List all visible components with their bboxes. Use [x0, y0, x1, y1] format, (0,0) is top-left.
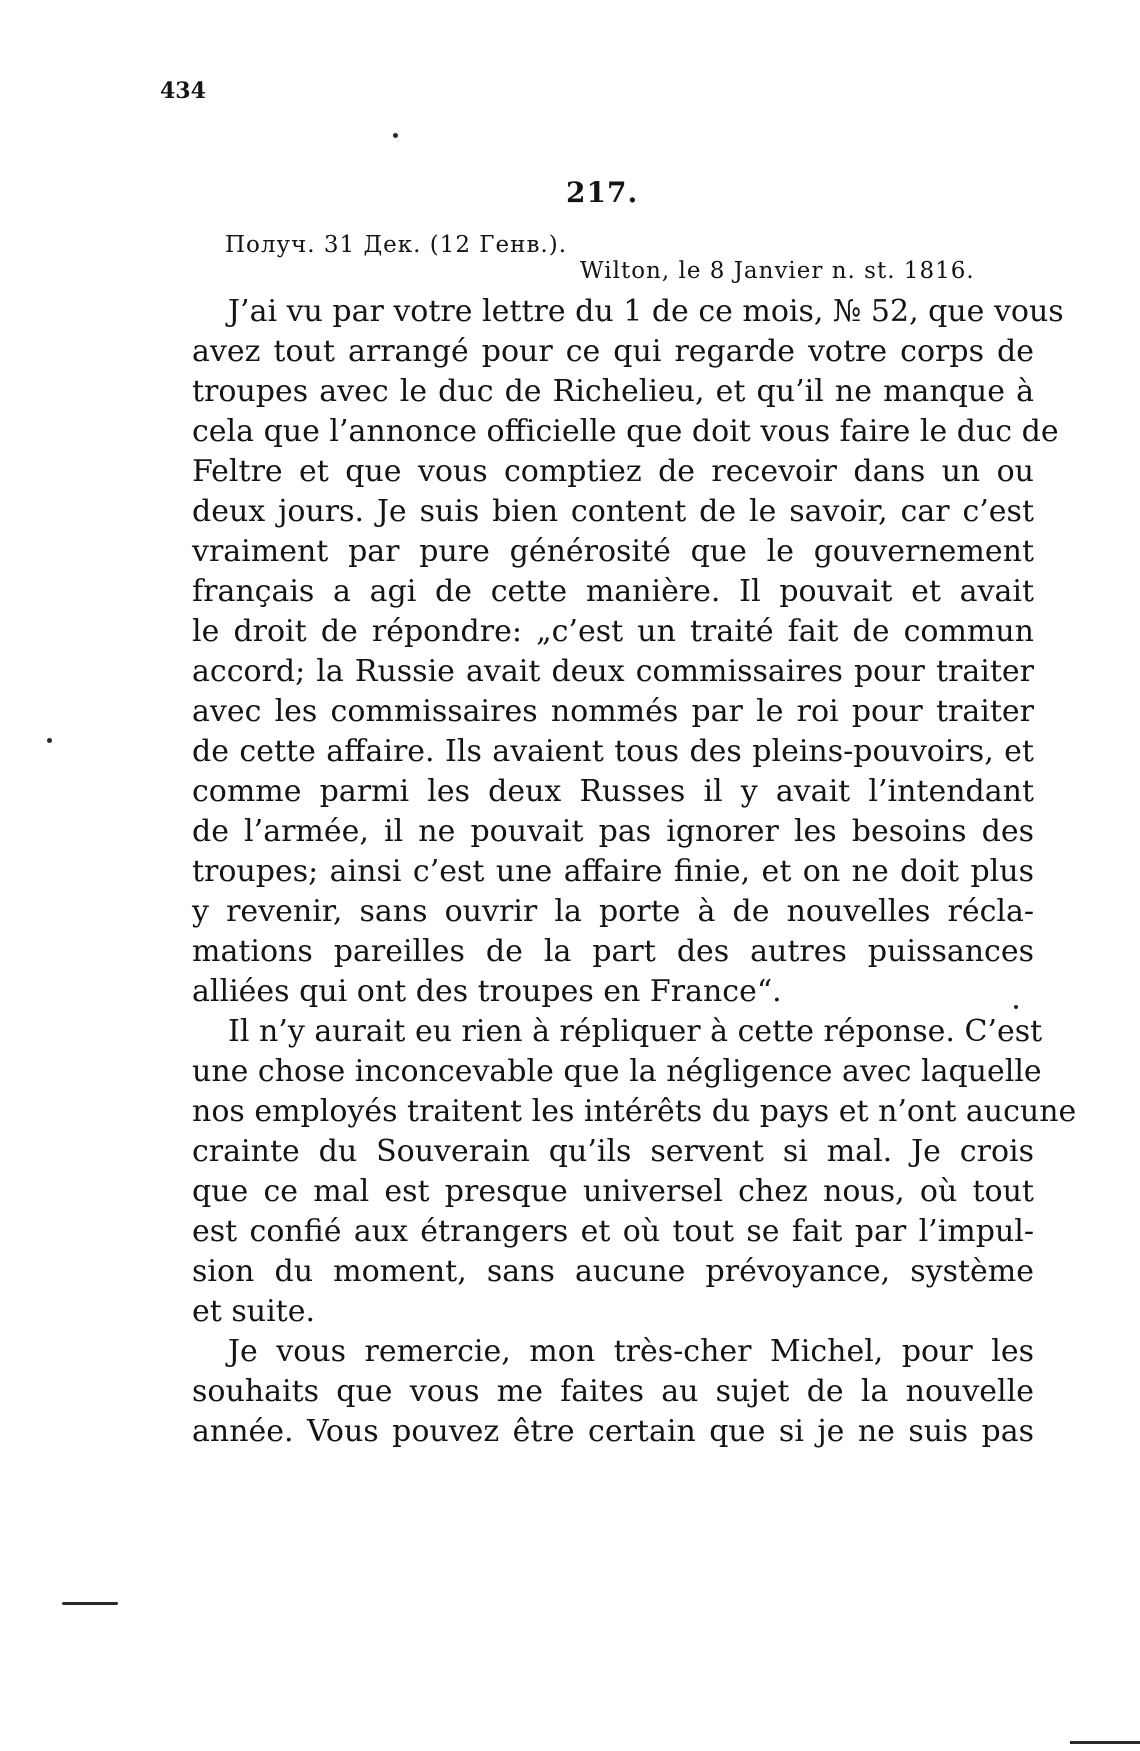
- paragraph-1: [192, 292, 1064, 1012]
- text-line: sion du moment, sans aucune prévoyance, système: [192, 1254, 1034, 1289]
- text-line: y revenir, sans ouvrir la porte à de nouvelles récla-: [192, 894, 1034, 929]
- text-line: et suite.: [192, 1294, 316, 1329]
- text-line: mations pareilles de la part des autres puissances: [192, 934, 1034, 969]
- text-line: accord; la Russie avait deux commissaires pour traiter: [192, 654, 1034, 689]
- text-line: cela que l’annonce officielle que doit vous faire le duc de: [192, 414, 1059, 449]
- text-line: Il n’y aurait eu rien à répliquer à cette réponse. C’est: [228, 1014, 1043, 1049]
- text-line: comme parmi les deux Russes il y avait l’intendant: [192, 774, 1034, 809]
- received-note: Получ. 31 Дек. (12 Генв.).: [225, 232, 568, 258]
- text-line: français a agi de cette manière. Il pouvait et avait: [192, 574, 1034, 609]
- text-line: que ce mal est presque universel chez nous, où tout: [192, 1174, 1034, 1209]
- text-line: vraiment par pure générosité que le gouvernement: [192, 534, 1034, 569]
- scan-speck: [47, 738, 52, 743]
- text-line: le droit de répondre: „c’est un traité fait de commun: [192, 614, 1034, 649]
- paragraph-3: [192, 1332, 1034, 1452]
- place-date: Wilton, le 8 Janvier n. st. 1816.: [580, 258, 975, 284]
- scan-speck: [393, 133, 398, 138]
- text-line: est confié aux étrangers et où tout se fait par l’impul-: [192, 1214, 1034, 1249]
- text-line: de cette affaire. Ils avaient tous des pleins-pouvoirs, et: [192, 734, 1034, 769]
- scan-artifact: [62, 1602, 118, 1605]
- text-line: avec les commissaires nommés par le roi pour traiter: [192, 694, 1034, 729]
- letter-number: 217.: [566, 176, 639, 209]
- text-line: crainte du Souverain qu’ils servent si mal. Je crois: [192, 1134, 1034, 1169]
- text-line: année. Vous pouvez être certain que si je ne suis pas: [192, 1414, 1034, 1449]
- text-line: Feltre et que vous comptiez de recevoir dans un ou: [192, 454, 1034, 489]
- text-line: avez tout arrangé pour ce qui regarde votre corps de: [192, 334, 1034, 369]
- text-line: de l’armée, il ne pouvait pas ignorer les besoins des: [192, 814, 1034, 849]
- text-line: deux jours. Je suis bien content de le savoir, car c’est: [192, 494, 1034, 529]
- text-line: Je vous remercie, mon très-cher Michel, pour les: [228, 1334, 1034, 1369]
- text-line: souhaits que vous me faites au sujet de la nouvelle: [192, 1374, 1034, 1409]
- scan-edge-line: [1070, 1741, 1140, 1744]
- scan-speck: [1014, 1005, 1018, 1009]
- text-line: troupes; ainsi c’est une affaire finie, et on ne doit plus: [192, 854, 1034, 889]
- text-line: J’ai vu par votre lettre du 1 de ce mois, № 52, que vous: [228, 294, 1064, 329]
- text-line: nos employés traitent les intérêts du pays et n’ont aucune: [192, 1094, 1077, 1129]
- letter-body: [192, 292, 1077, 1452]
- text-line: une chose inconcevable que la négligence avec laquelle: [192, 1054, 1042, 1089]
- page-number: 434: [160, 78, 206, 104]
- text-line: alliées qui ont des troupes en France“.: [192, 974, 782, 1009]
- text-line: troupes avec le duc de Richelieu, et qu’il ne manque à: [192, 374, 1034, 409]
- paragraph-2: [192, 1012, 1077, 1332]
